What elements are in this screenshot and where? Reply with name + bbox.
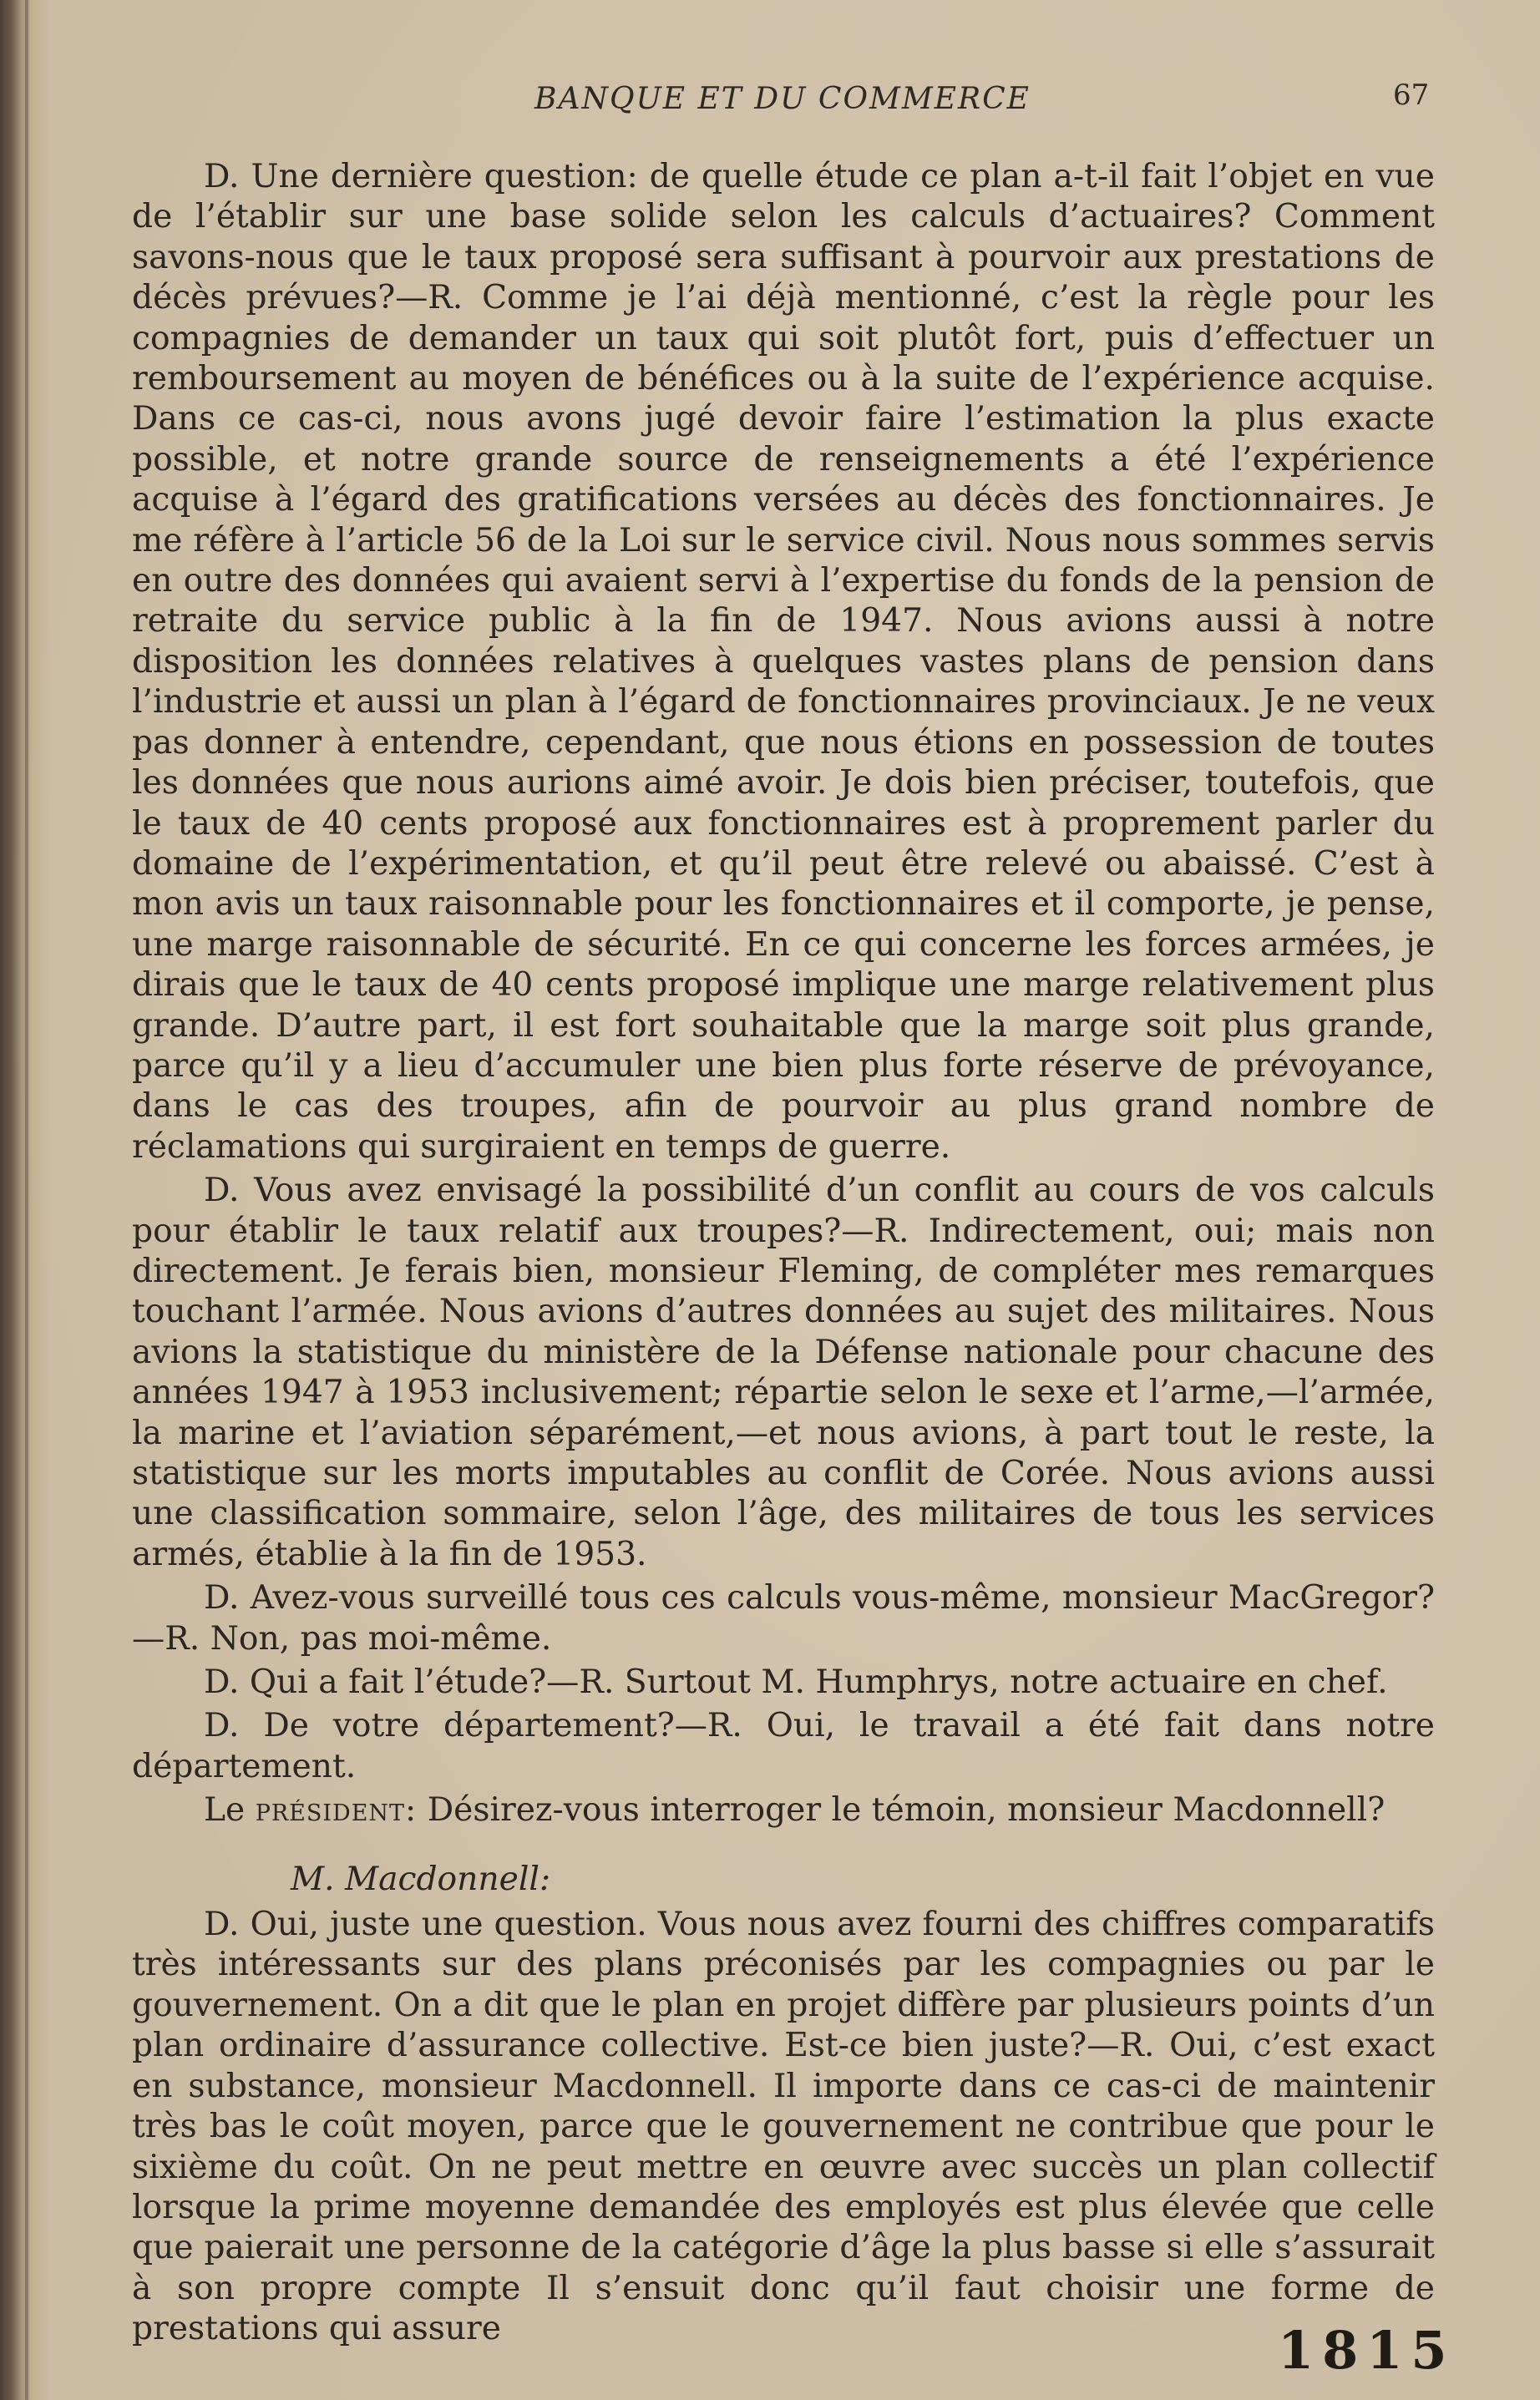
signature-number: 1815 bbox=[1278, 2320, 1456, 2381]
paragraph-supervision-question: D. Avez-vous surveillé tous ces calculs vous-même, monsieur MacGregor? —R. Non, pas moi-même. bbox=[132, 1579, 1435, 1658]
paragraph-actuarial-question: D. Une dernière question: de quelle étude ce plan a-t-il fait l’objet en vue de l’établir sur une base solide selon les calculs d’actuaires? Comment savons-nous que le taux proposé sera suffisant à pourvoir aux prestations de décès prévues?—R. Comme je l’ai déjà mentionné, c’est la règle pour les compagnies de demander un taux qui soit plutôt fort, puis d’effectuer un remboursement au moyen de bénéfices ou à la suite de l’expérience acquise. Dans ce cas-ci, nous avons jugé devoir faire l’estimation la plus exacte possible, et notre grande source de renseignements a été l’expérience acquise à l’égard des gratifications versées au décès des fonctionnaires. Je me réfère à l’article 56 de la Loi sur le service civil. Nous nous sommes servis en outre des données qui avaient servi à l’expertise du fonds de la pension de retraite du service public à la fin de 1947. Nous avions aussi à notre disposition les données relatives à quelques vastes plans de pension dans l’industrie et aussi un plan à l’égard de fonctionnaires provinciaux. Je ne veux pas donner à entendre, cependant, que nous étions en possession de toutes les données que nous aurions aimé avoir. Je dois bien préciser, toutefois, que le taux de 40 cents proposé aux fonctionnaires est à proprement parler du domaine de l’expérimentation, et qu’il peut être relevé ou abaissé. C’est à mon avis un taux raisonnable pour les fonctionnaires et il comporte, je pense, une marge raisonnable de sécurité. En ce qui concerne les forces armées, je dirais que le taux de 40 cents proposé implique une marge relativement plus grande. D’autre part, il est fort souhaitable que la marge soit plus grande, parce qu’il y a lieu d’accumuler une bien plus forte réserve de prévoyance, dans le cas des troupes, afin de pourvoir au plus grand nombre de réclamations qui surgiraient en temps de guerre. bbox=[132, 158, 1435, 1166]
paragraph-department-question: D. De votre département?—R. Oui, le travail a été fait dans notre département. bbox=[132, 1707, 1435, 1785]
paragraph-macdonnell-question: D. Oui, juste une question. Vous nous avez fourni des chiffres comparatifs très intéressants sur des plans préconisés par les compagnies ou par le gouvernement. On a dit que le plan en projet diffère par plusieurs points d’un plan ordinaire d’assurance collective. Est-ce bien juste?—R. Oui, c’est exact en substance, monsieur Macdonnell. Il importe dans ce cas-ci de maintenir très bas le coût moyen, parce que le gouvernement ne contribue que pour le sixième du coût. On ne peut mettre en œuvre avec succès un plan collectif lorsque la prime moyenne demandée des employés est plus élevée que celle que paierait une personne de la catégorie d’âge la plus basse si elle s’assurait à son propre compte Il s’ensuit donc qu’il faut choisir une forme de prestations qui assure bbox=[132, 1906, 1435, 2348]
paragraph-study-question: D. Qui a fait l’étude?—R. Surtout M. Humphrys, notre actuaire en chef. bbox=[204, 1663, 1388, 1702]
body-text bbox=[132, 157, 1435, 2350]
speaker-heading: M. Macdonnell: bbox=[291, 1860, 551, 1898]
president-text: Désirez-vous interroger le témoin, monsieur Macdonnell? bbox=[427, 1791, 1385, 1830]
paragraph-conflict-question: D. Vous avez envisagé la possibilité d’un conflit au cours de vos calculs pour établir le taux relatif aux troupes?—R. Indirectement, oui; mais non directement. Je ferais bien, monsieur Fleming, de compléter mes remarques touchant l’armée. Nous avions d’autres données au sujet des militaires. Nous avions la statistique du ministère de la Défense nationale pour chacune des années 1947 à 1953 inclusivement; répartie selon le sexe et l’arme,—l’armée, la marine et l’aviation séparément,—et nous avions, à part tout le reste, la statistique sur les morts imputables au conflit de Corée. Nous avions aussi une classification sommaire, selon l’âge, des militaires de tous les services armés, établie à la fin de 1953. bbox=[132, 1172, 1435, 1573]
president-line bbox=[132, 1790, 1435, 1830]
running-head: BANQUE ET DU COMMERCE bbox=[534, 82, 1031, 116]
page-number: 67 bbox=[1393, 78, 1430, 112]
binding-edge bbox=[25, 0, 28, 2400]
president-label: président: bbox=[255, 1791, 418, 1830]
president-prefix: Le bbox=[204, 1791, 246, 1830]
